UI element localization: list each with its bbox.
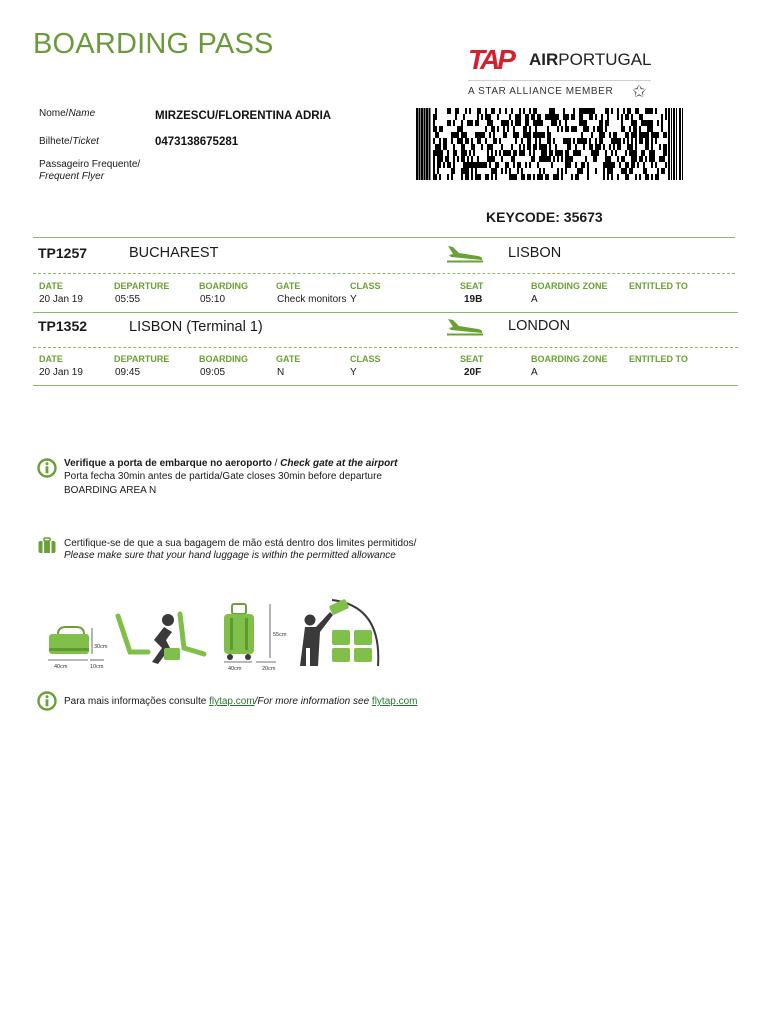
overhead-bin-person-icon [300, 599, 378, 666]
destination-city: LONDON [508, 318, 571, 334]
gate-value: N [277, 367, 285, 378]
col-departure: DEPARTURE [114, 281, 170, 291]
luggage-allowance-illustration [44, 596, 386, 674]
class-value: Y [350, 294, 357, 305]
bag1-height-label: 30cm [94, 644, 108, 650]
zone-value: A [531, 294, 538, 305]
info-icon [37, 691, 57, 711]
more-info-note: Para mais informações consulte flytap.com/For more information see flytap.com [64, 696, 418, 707]
luggage-note-pt: Certifique-se de que a sua bagagem de mão está dentro dos limites permitidos/ [64, 538, 417, 549]
origin-city: BUCHAREST [129, 245, 219, 261]
col-seat: SEAT [460, 354, 484, 364]
airplane-landing-icon [445, 316, 485, 336]
flytap-link[interactable]: flytap.com [209, 696, 255, 707]
gate-note: Verifique a porta de embarque no aeroporto / Check gate at the airport [64, 458, 398, 469]
col-gate: GATE [276, 354, 301, 364]
col-departure: DEPARTURE [114, 354, 170, 364]
passenger-name: MIRZESCU/FLORENTINA ADRIA [155, 110, 332, 122]
frequent-flyer-label-en: Frequent Flyer [39, 171, 105, 182]
logo-divider [468, 80, 651, 81]
pdf417-barcode [416, 108, 684, 180]
info-icon [37, 458, 57, 478]
dashed-divider [33, 347, 738, 348]
frequent-flyer-label-pt: Passageiro Frequente/ [39, 159, 141, 170]
col-gate: GATE [276, 281, 301, 291]
seated-person-icon [118, 614, 204, 664]
col-boarding: BOARDING [199, 281, 248, 291]
tap-logo: TAP [468, 44, 513, 75]
dashed-divider [33, 273, 735, 274]
gate-closes-note: Porta fecha 30min antes de partida/Gate closes 30min before departure [64, 471, 382, 482]
gate-value: Check monitors [277, 294, 347, 305]
flight-number: TP1352 [38, 318, 88, 334]
col-date: DATE [39, 354, 63, 364]
destination-city: LISBON [508, 245, 562, 261]
bag2-width-label: 40cm [228, 666, 242, 672]
bag2-height-label: 55cm [273, 632, 287, 638]
origin-city: LISBON (Terminal 1) [129, 319, 263, 335]
col-seat: SEAT [460, 281, 484, 291]
col-entitled-to: ENTITLED TO [629, 354, 688, 364]
flight-number: TP1257 [38, 245, 88, 261]
star-alliance-icon: ✩ [632, 82, 647, 101]
bag1-width-label: 40cm [54, 664, 68, 670]
flight-date: 20 Jan 19 [39, 294, 83, 305]
star-alliance-text: A STAR ALLIANCE MEMBER [468, 86, 614, 97]
col-boarding-zone: BOARDING ZONE [531, 281, 608, 291]
zone-value: A [531, 367, 538, 378]
class-value: Y [350, 367, 357, 378]
section-rule [33, 312, 738, 313]
departure-time: 05:55 [115, 294, 141, 305]
bag1-depth-label: 10cm [90, 664, 104, 670]
keycode: KEYCODE: 35673 [486, 209, 603, 225]
col-class: CLASS [350, 354, 381, 364]
col-class: CLASS [350, 281, 381, 291]
col-boarding: BOARDING [199, 354, 248, 364]
seat-value: 20F [464, 367, 482, 378]
section-rule [33, 237, 735, 238]
seat-value: 19B [464, 294, 483, 305]
boarding-time: 09:05 [200, 367, 226, 378]
ticket-number: 0473138675281 [155, 136, 239, 148]
trolley-bag-icon [224, 604, 276, 662]
flytap-link-2[interactable]: flytap.com [371, 696, 418, 707]
ticket-label: Bilhete/Ticket [39, 136, 99, 147]
boarding-area-note: BOARDING AREA N [64, 485, 157, 496]
section-rule [33, 385, 738, 386]
col-boarding-zone: BOARDING ZONE [531, 354, 608, 364]
departure-time: 09:45 [115, 367, 141, 378]
airplane-landing-icon [445, 243, 485, 263]
luggage-note-en: Please make sure that your hand luggage is within the permitted allowance [64, 550, 396, 561]
luggage-icon [37, 536, 57, 556]
boarding-time: 05:10 [200, 294, 226, 305]
name-label: Nome/Name [39, 108, 96, 119]
page-title: BOARDING PASS [33, 28, 274, 60]
air-portugal-logo: AIRPORTUGAL [529, 50, 652, 69]
bag2-depth-label: 20cm [262, 666, 276, 672]
col-date: DATE [39, 281, 63, 291]
col-entitled-to: ENTITLED TO [629, 281, 688, 291]
flight-date: 20 Jan 19 [39, 367, 83, 378]
